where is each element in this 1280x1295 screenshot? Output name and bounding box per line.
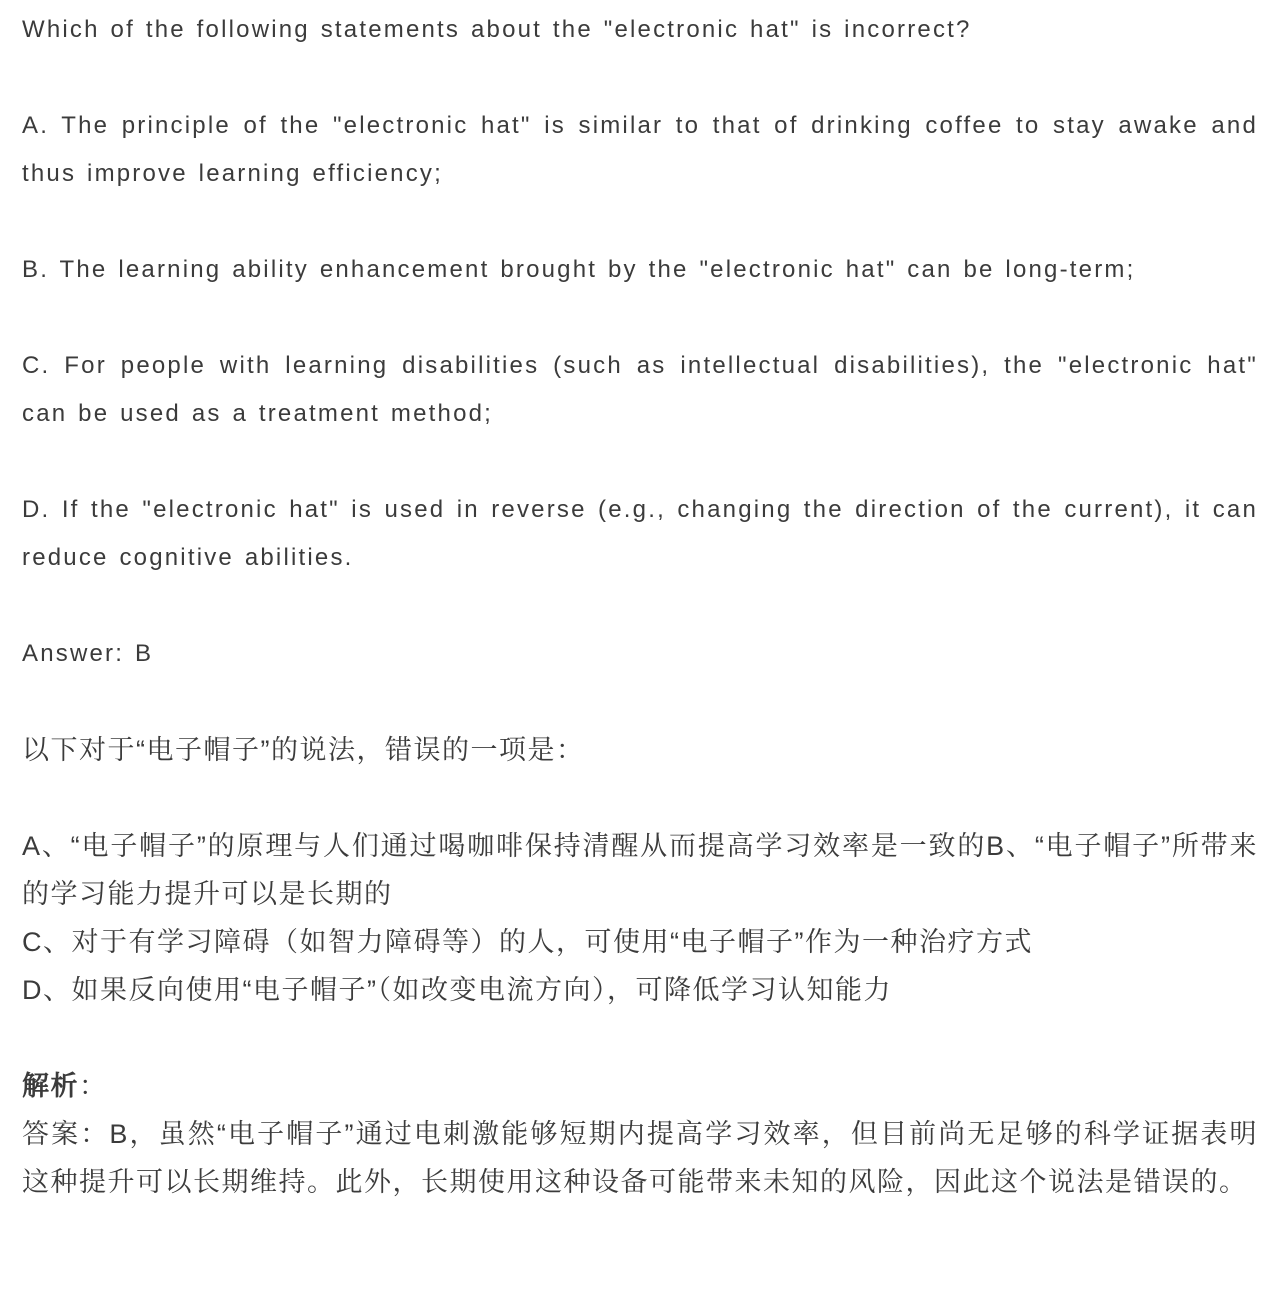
options-chinese [22,822,1258,1014]
option-english-d: D. If the "electronic hat" is used in reverse (e.g., changing the direction of the current), it can reduce cognitive abilities. [22,496,1258,571]
question-english: Which of the following statements about the "electronic hat" is incorrect? [22,16,972,43]
option-english-c: C. For people with learning disabilities (such as intellectual disabilities), the "electronic hat" can be used as a treatment method; [22,352,1258,427]
option-english-a: A. The principle of the "electronic hat" is similar to that of drinking coffee to stay awake and thus improve learning efficiency; [22,112,1258,187]
option-chinese-d: D、如果反向使用“电子帽子”（如改变电流方向），可降低学习认知能力 [22,975,892,1005]
option-english-b: B. The learning ability enhancement brought by the "electronic hat" can be long-term; [22,256,1136,283]
analysis-label: 解析 [22,1071,79,1101]
analysis-section [22,1062,1258,1206]
analysis-text: 答案：B，虽然“电子帽子”通过电刺激能够短期内提高学习效率，但目前尚无足够的科学证据表明这种提升可以长期维持。此外，长期使用这种设备可能带来未知的风险，因此这个说法是错误的。 [22,1119,1258,1197]
option-chinese-c: C、对于有学习障碍（如智力障碍等）的人，可使用“电子帽子”作为一种治疗方式 [22,927,1033,957]
answer-line: Answer: B [22,640,154,667]
analysis-heading [22,1062,1258,1110]
option-chinese-ab: A、“电子帽子”的原理与人们通过喝咖啡保持清醒从而提高学习效率是一致的B、“电子帽子”所带来的学习能力提升可以是长期的 [22,831,1258,909]
question-chinese: 以下对于“电子帽子”的说法，错误的一项是： [22,735,585,765]
analysis-colon: ： [79,1071,108,1101]
